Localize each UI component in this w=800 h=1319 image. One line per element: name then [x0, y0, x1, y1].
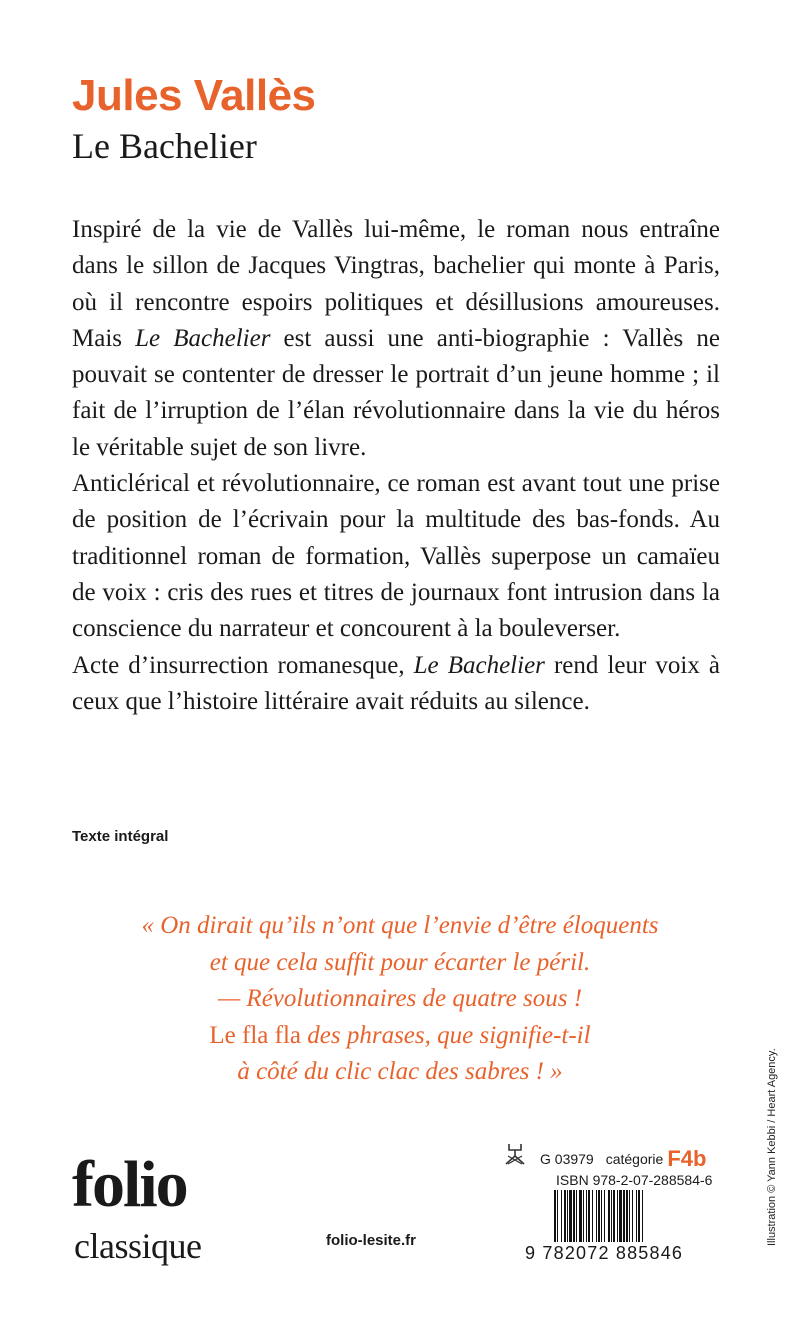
illustration-credit: Illustration © Yann Kebbi / Heart Agency. — [766, 1048, 778, 1246]
barcode-bar — [567, 1190, 568, 1242]
quote-line: Le fla fla des phrases, que signifie-t-il — [209, 1021, 591, 1049]
edition-note: Texte intégral — [72, 828, 169, 845]
barcode-bar — [579, 1190, 582, 1242]
barcode-bar — [604, 1190, 605, 1242]
barcode-bar — [613, 1190, 615, 1242]
author-name: Jules Vallès — [72, 71, 316, 120]
back-cover-blurb — [72, 212, 720, 720]
barcode-bar — [619, 1190, 622, 1242]
barcode-bar — [608, 1190, 610, 1242]
blurb-paragraph-2: Anticlérical et révolutionnaire, ce roman est avant tout une prise de position de l’écrivain pour la multitude des bas-fonds. Au traditionnel roman de formation, Vallès superpose un camaïeu de voix : cris des rues et titres de journaux font intrusion dans la conscience du narrateur et concourent à la bouleverser. — [72, 470, 720, 643]
isbn: ISBN 978-2-07-288584-6 — [556, 1172, 713, 1188]
barcode-bar — [629, 1190, 630, 1242]
barcode-bar — [554, 1190, 556, 1242]
barcode-bar — [564, 1190, 566, 1242]
barcode-bar — [592, 1190, 593, 1242]
barcode-bar — [576, 1190, 577, 1242]
barcode-bar — [632, 1190, 633, 1242]
barcode — [554, 1190, 720, 1242]
quote-line: et que cela suffit pour écarter le péril. — [209, 948, 591, 976]
barcode-bar — [561, 1190, 562, 1242]
quote-line: — Révolutionnaires de quatre sous ! — [217, 985, 583, 1012]
barcode-bar — [583, 1190, 584, 1242]
barcode-bar — [636, 1190, 637, 1242]
publisher-logo-classique: classique — [74, 1226, 202, 1266]
publisher-website: folio-lesite.fr — [326, 1232, 417, 1249]
category-line — [540, 1144, 706, 1170]
category-label: catégorie — [605, 1151, 664, 1167]
barcode-bar — [596, 1190, 597, 1242]
barcode-bar — [617, 1190, 618, 1242]
barcode-bar — [573, 1190, 575, 1242]
category-code: F4b — [667, 1146, 707, 1171]
barcode-bar — [557, 1190, 558, 1242]
pull-quote — [60, 908, 740, 1091]
barcode-bar — [601, 1190, 602, 1242]
blurb-paragraph-3: Acte d’insurrection romanesque, Le Bachelier rend leur voix à ceux que l’histoire littéraire avait réduits au silence. — [72, 651, 720, 715]
barcode-bar — [626, 1190, 628, 1242]
publisher-logo-icon — [504, 1142, 526, 1166]
catalog-number: G 03979 — [540, 1151, 594, 1167]
barcode-bar — [638, 1190, 640, 1242]
barcode-bar — [588, 1190, 590, 1242]
publisher-logo-folio: folio — [72, 1148, 187, 1221]
barcode-bar — [569, 1190, 572, 1242]
barcode-digits: 9 782072 885846 — [525, 1243, 684, 1263]
barcode-bar — [623, 1190, 625, 1242]
barcode-bar — [642, 1190, 643, 1242]
book-title: Le Bachelier — [72, 126, 257, 166]
barcode-bar — [611, 1190, 612, 1242]
barcode-bar — [586, 1190, 587, 1242]
barcode-bar — [598, 1190, 600, 1242]
blurb-paragraph-1: Inspiré de la vie de Vallès lui-même, le roman nous entraîne dans le sillon de Jacques Vingtras, bachelier qui monte à Paris, où il rencontre espoirs politiques et désillusions amoureuses. Mais Le Bachelier est aussi une anti-biographie : Vallès ne pouvait se contenter de dresser le portrait d’un jeune homme ; il fait de l’irruption de l’élan révolutionnaire dans la vie du héros le véritable sujet de son livre. — [72, 216, 720, 461]
quote-line: à côté du clic clac des sabres ! » — [237, 1058, 563, 1085]
quote-line: « On dirait qu’ils n’ont que l’envie d’être éloquents — [141, 912, 659, 939]
